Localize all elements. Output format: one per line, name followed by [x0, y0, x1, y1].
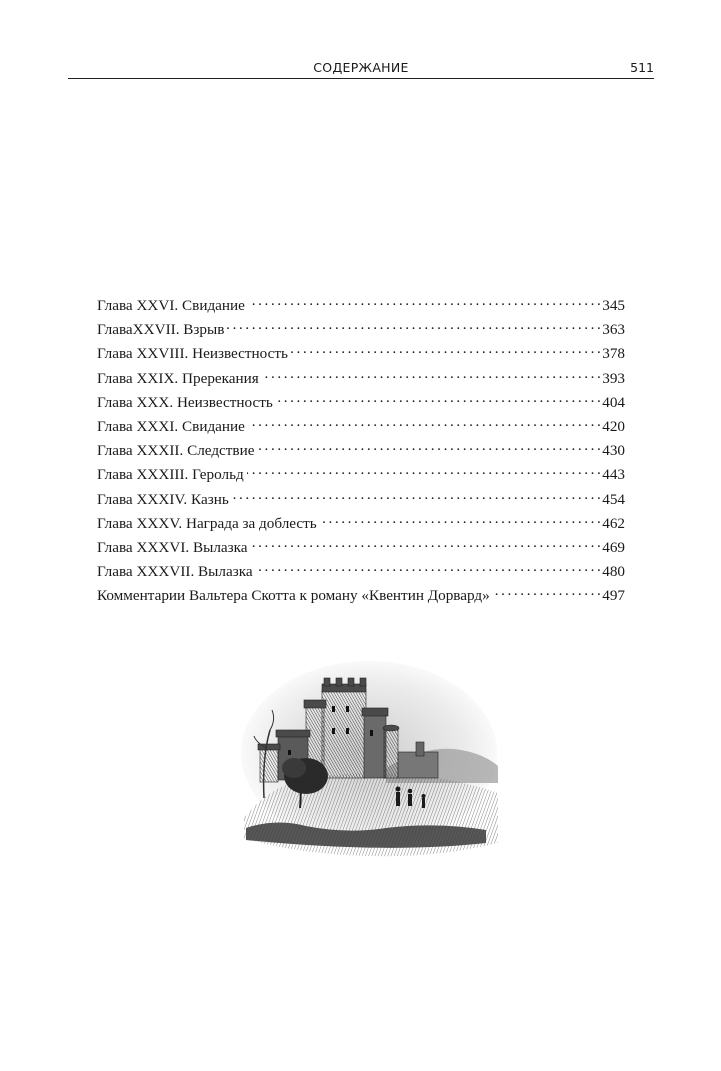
- toc-entry[interactable]: [97, 339, 625, 363]
- toc-entry[interactable]: [97, 533, 625, 557]
- toc-entry-title: Глава XXXVII. Вылазка: [97, 563, 253, 581]
- toc-entry-title: Комментарии Вальтера Скотта к роману «Квентин Дорвард»: [97, 587, 490, 605]
- castle-engraving-icon: [236, 658, 502, 858]
- toc-entry-title: Глава XXXI. Свидание: [97, 418, 245, 436]
- toc-entry-page: 420: [602, 418, 625, 436]
- toc-leader-dots: [248, 412, 600, 431]
- toc-entry[interactable]: [97, 364, 625, 388]
- toc-entry-title: Глава XXIX. Пререкания: [97, 369, 259, 387]
- toc-leader-dots: [248, 291, 600, 310]
- toc-entry-page: 378: [602, 345, 625, 363]
- toc-entry-title: Глава XXXV. Награда за доблесть: [97, 514, 317, 532]
- toc-entry[interactable]: [97, 581, 625, 605]
- toc-entry[interactable]: [97, 557, 625, 581]
- toc-entry-title: Глава XXVI. Свидание: [97, 297, 245, 314]
- toc-entry-title: Глава XXXVI. Вылазка: [97, 539, 248, 557]
- toc-entry[interactable]: [97, 460, 625, 484]
- toc-entry[interactable]: [97, 436, 625, 460]
- toc-entry-page: 497: [602, 587, 625, 605]
- running-header: [68, 60, 654, 79]
- toc-leader-dots: [493, 581, 600, 600]
- toc-leader-dots: [232, 485, 600, 504]
- toc-entry-page: 363: [602, 321, 625, 339]
- toc-entry-page: 469: [602, 539, 625, 557]
- table-of-contents: [97, 291, 625, 606]
- toc-entry-page: 462: [602, 514, 625, 532]
- toc-leader-dots: [320, 509, 600, 528]
- toc-entry-title: ГлаваXXVII. Взрыв: [97, 321, 225, 339]
- toc-entry-title: Глава XXXII. Следствие: [97, 442, 255, 460]
- toc-leader-dots: [257, 436, 600, 455]
- toc-entry-page: 430: [602, 442, 625, 460]
- toc-leader-dots: [276, 388, 600, 407]
- toc-entry-page: 345: [602, 297, 625, 314]
- toc-entry-page: 480: [602, 563, 625, 581]
- toc-entry-page: 404: [602, 393, 625, 411]
- toc-entry-page: 443: [602, 466, 625, 484]
- toc-entry-page: 393: [602, 369, 625, 387]
- toc-entry-title: Глава XXVIII. Неизвестность: [97, 345, 288, 363]
- toc-leader-dots: [256, 557, 601, 576]
- toc-entry-title: Глава XXXIII. Герольд: [97, 466, 244, 484]
- toc-leader-dots: [247, 460, 600, 479]
- toc-entry[interactable]: [97, 291, 625, 315]
- toc-leader-dots: [291, 339, 600, 358]
- toc-leader-dots: [227, 315, 600, 334]
- toc-entry-page: 454: [602, 490, 625, 508]
- toc-entry[interactable]: [97, 509, 625, 533]
- page-number: 511: [630, 60, 654, 75]
- toc-leader-dots: [262, 364, 600, 383]
- toc-entry-title: Глава XXXIV. Казнь: [97, 490, 229, 508]
- toc-entry[interactable]: [97, 388, 625, 412]
- toc-entry[interactable]: [97, 315, 625, 339]
- toc-entry-title: Глава XXX. Неизвестность: [97, 393, 273, 411]
- toc-leader-dots: [251, 533, 601, 552]
- toc-entry[interactable]: [97, 412, 625, 436]
- running-title: СОДЕРЖАНИЕ: [313, 60, 409, 75]
- toc-entry[interactable]: [97, 485, 625, 509]
